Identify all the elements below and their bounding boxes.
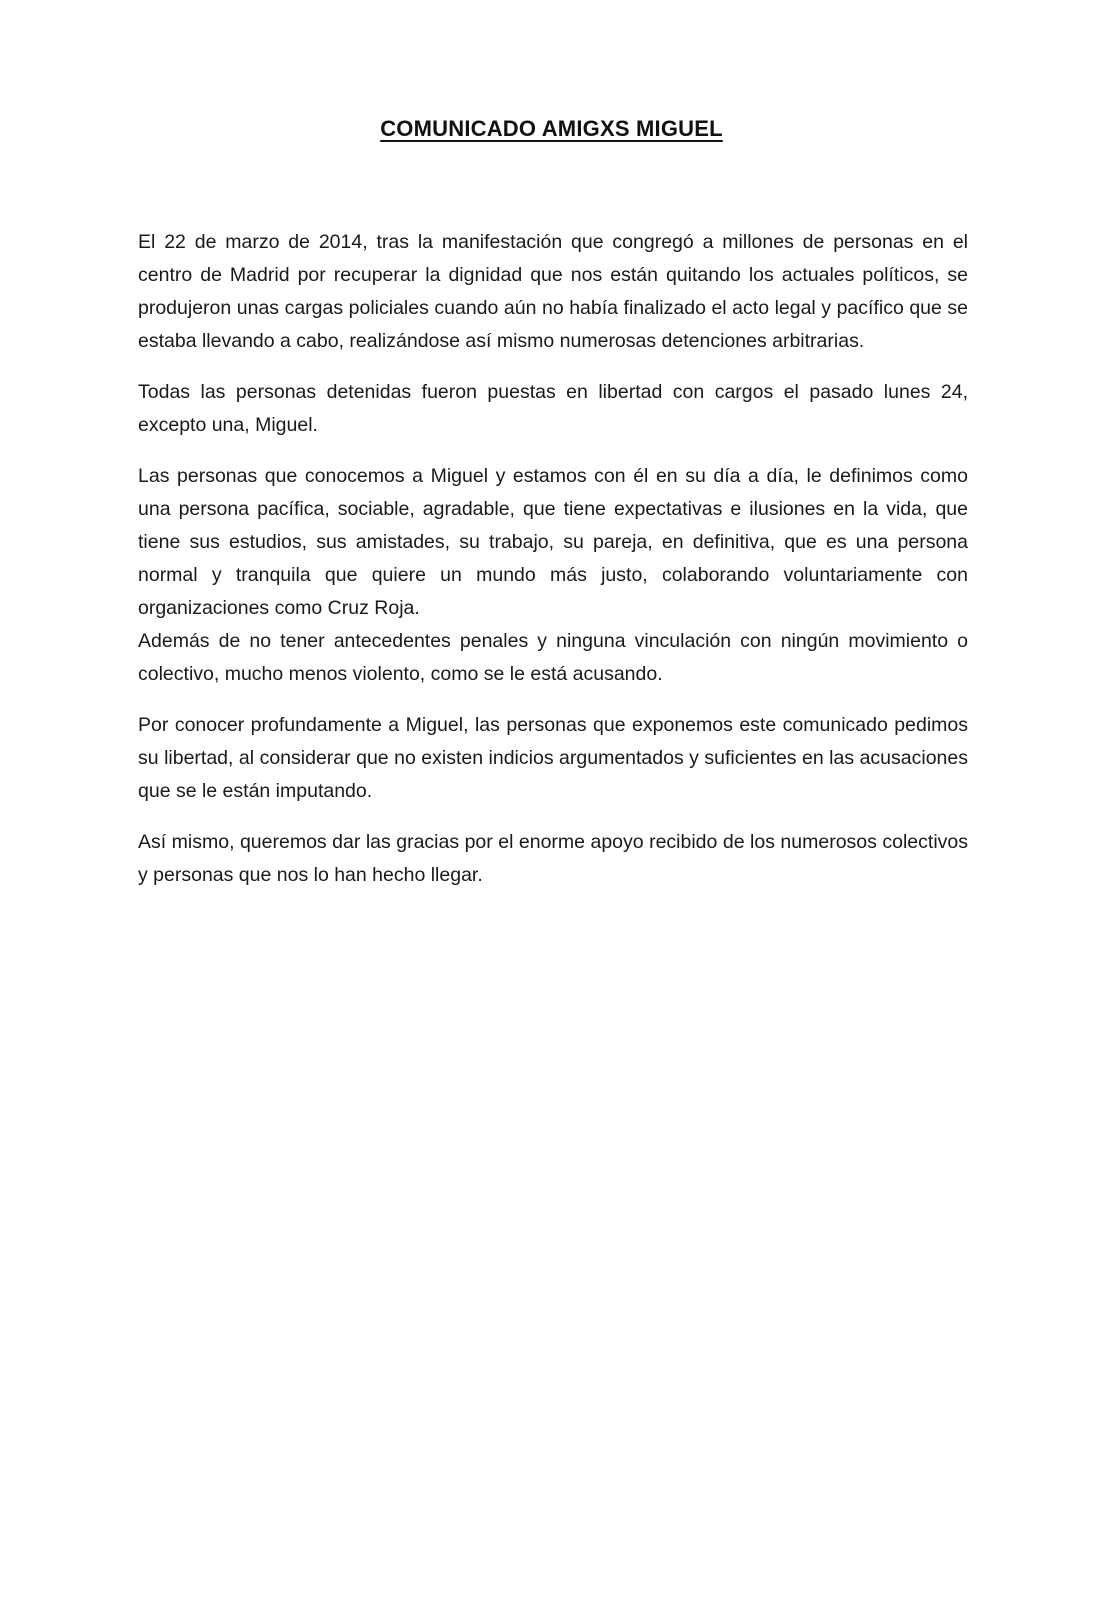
paragraph-2: Todas las personas detenidas fueron puestas en libertad con cargos el pasado lunes 24, excepto una, Miguel.: [138, 381, 968, 436]
paragraph-6: Así mismo, queremos dar las gracias por el enorme apoyo recibido de los numerosos colectivos y personas que nos lo han hecho llegar.: [138, 831, 968, 886]
document-body: [138, 226, 968, 892]
paragraph-4: Además de no tener antecedentes penales y ninguna vinculación con ningún movimiento o colectivo, mucho menos violento, como se le está acusando.: [138, 630, 968, 685]
document-title: COMUNICADO AMIGXS MIGUEL: [380, 116, 723, 141]
paragraph-1: El 22 de marzo de 2014, tras la manifestación que congregó a millones de personas en el centro de Madrid por recuperar la dignidad que nos están quitando los actuales políticos, se produjeron unas cargas policiales cuando aún no había finalizado el acto legal y pacífico que se estaba llevando a cabo, realizándose así mismo numerosas detenciones arbitrarias.: [138, 231, 968, 352]
paragraph-5: Por conocer profundamente a Miguel, las personas que exponemos este comunicado pedimos su libertad, al considerar que no existen indicios argumentados y suficientes en las acusaciones que se le están imputando.: [138, 714, 968, 802]
paragraph-3: Las personas que conocemos a Miguel y estamos con él en su día a día, le definimos como una persona pacífica, sociable, agradable, que tiene expectativas e ilusiones en la vida, que tiene sus estudios, sus amistades, su trabajo, su pareja, en definitiva, que es una persona normal y tranquila que quiere un mundo más justo, colaborando voluntariamente con organizaciones como Cruz Roja.: [138, 465, 968, 619]
